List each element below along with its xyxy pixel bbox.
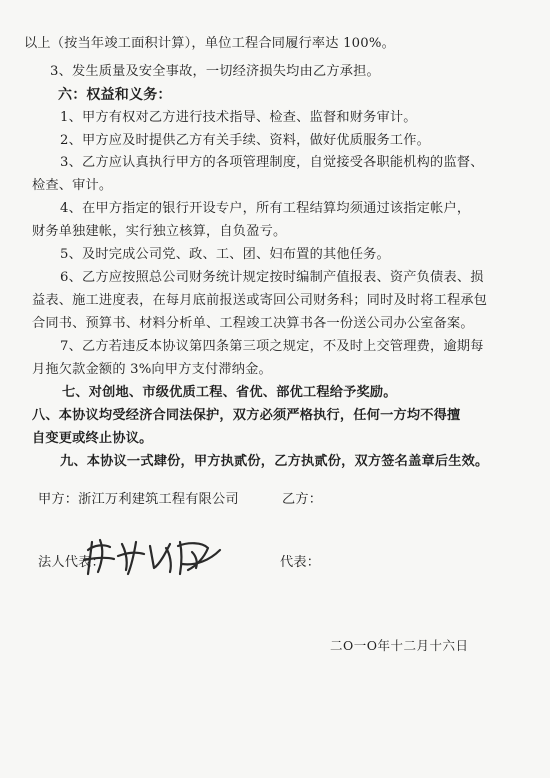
clause-6-6-cont-1: 益表、施工进度表，在每月底前报送或寄回公司财务科；同时及时将工程承包: [32, 293, 488, 308]
party-a-label: 甲方：浙江万利建筑工程有限公司: [38, 492, 239, 507]
clause-6-5: 5、及时完成公司党、政、工、团、妇布置的其他任务。: [60, 247, 390, 262]
clause-6-6: 6、乙方应按照总公司财务统计规定按时编制产值报表、资产负债表、损: [60, 270, 484, 285]
signing-date: 二O一O年十二月十六日: [330, 638, 469, 653]
section-8: 八、本协议均受经济合同法保护，双方必须严格执行，任何一方均不得擅: [32, 408, 461, 423]
clause-6-4-cont: 财务单独建帐，实行独立核算，自负盈亏。: [32, 224, 287, 239]
clause-6-6-cont-2: 合同书、预算书、材料分析单、工程竣工决算书各一份送公司办公室备案。: [32, 316, 474, 331]
clause-3-line: 3、发生质量及安全事故，一切经济损失均由乙方承担。: [50, 64, 380, 79]
handwritten-signature: [70, 530, 240, 580]
clause-6-2: 2、甲方应及时提供乙方有关手续、资料，做好优质服务工作。: [60, 133, 431, 148]
section-9: 九、本协议一式肆份，甲方执贰份，乙方执贰份，双方签名盖章后生效。: [60, 454, 489, 469]
clause-6-7-cont: 月拖欠款金额的 3%向甲方支付滞纳金。: [32, 362, 272, 377]
party-b-rep-label: 代表：: [280, 555, 321, 570]
text-line-1: 以上（按当年竣工面积计算），单位工程合同履行率达 100%。: [24, 36, 395, 51]
clause-6-7: 7、乙方若违反本协议第四条第三项之规定，不及时上交管理费，逾期每: [60, 339, 484, 354]
clause-6-4: 4、在甲方指定的银行开设专户，所有工程结算均须通过该指定帐户，: [60, 201, 471, 216]
section-7: 七、对创地、市级优质工程、省优、部优工程给予奖励。: [62, 385, 397, 400]
clause-6-3-cont: 检查、审计。: [32, 178, 113, 193]
legal-rep-label: 法人代表：: [38, 555, 105, 570]
clause-6-3: 3、乙方应认真执行甲方的各项管理制度，自觉接受各职能机构的监督、: [60, 155, 484, 170]
party-b-label: 乙方：: [282, 492, 323, 507]
section-6-heading: 六：权益和义务：: [58, 87, 172, 103]
clause-6-1: 1、甲方有权对乙方进行技术指导、检查、监督和财务审计。: [60, 110, 417, 125]
section-8-cont: 自变更或终止协议。: [32, 431, 153, 446]
